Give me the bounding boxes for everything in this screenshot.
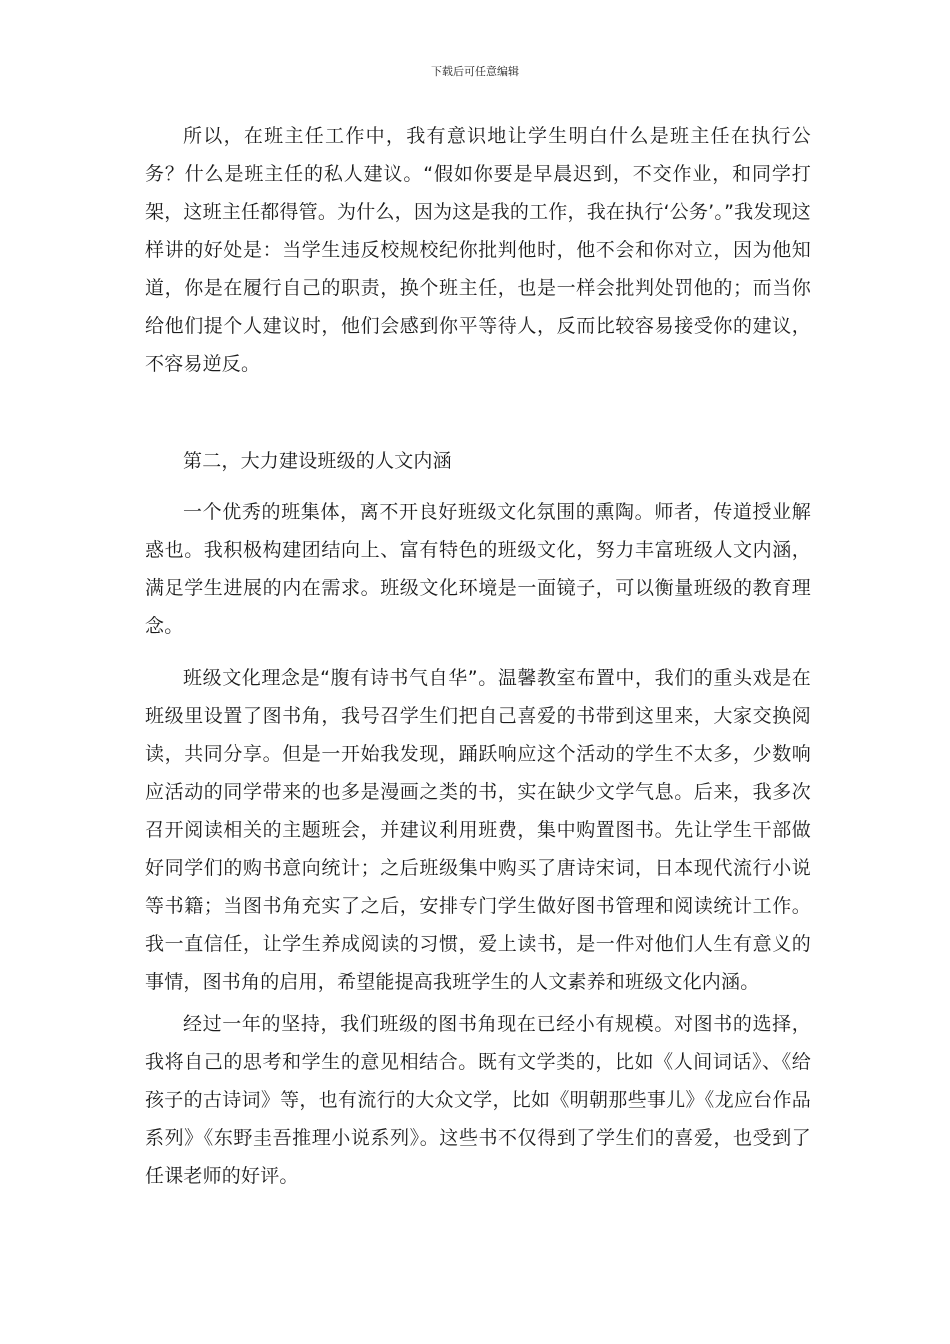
paragraph-public-duty: 所以，在班主任工作中，我有意识地让学生明白什么是班主任在执行公务？什么是班主任的私人建议。“假如你要是早晨迟到，不交作业，和同学打架，这班主任都得管。为什么，因为这是我的工作，我在执行‘公务’。”我发现这样讲的好处是：当学生违反校规校纪你批判他时，他不会和你对立，因为他知道，你是在履行自己的职责，换个班主任，也是一样会批判处罚他的；而当你给他们提个人建议时，他们会感到你平等待人，反而比较容易接受你的建议，不容易逆反。 bbox=[145, 125, 811, 375]
section-heading: 第二，大力建设班级的人文内涵 bbox=[183, 450, 452, 472]
paragraph-book-selection: 经过一年的坚持，我们班级的图书角现在已经小有规模。对图书的选择，我将自己的思考和学生的意见相结合。既有文学类的，比如《人间词话》、《给孩子的古诗词》等，也有流行的大众文学，比如《明朝那些事儿》《龙应台作品系列》《东野圭吾推理小说系列》。这些书不仅得到了学生们的喜爱，也受到了任课老师的好评。 bbox=[145, 1013, 811, 1187]
paragraph-book-corner: 班级文化理念是“腹有诗书气自华”。温馨教室布置中，我们的重头戏是在班级里设置了图书角，我号召学生们把自己喜爱的书带到这里来，大家交换阅读，共同分享。但是一开始我发现，踊跃响应这个活动的学生不太多，少数响应活动的同学带来的也多是漫画之类的书，实在缺少文学气息。后来，我多次召开阅读相关的主题班会，并建议利用班费，集中购置图书。先让学生干部做好同学们的购书意向统计；之后班级集中购买了唐诗宋词，日本现代流行小说等书籍；当图书角充实了之后，安排专门学生做好图书管理和阅读统计工作。我一直信任，让学生养成阅读的习惯，爱上读书，是一件对他们人生有意义的事情，图书角的启用，希望能提高我班学生的人文素养和班级文化内涵。 bbox=[145, 667, 811, 993]
page-header-note: 下载后可任意编辑 bbox=[431, 65, 519, 78]
paragraph-class-culture: 一个优秀的班集体，离不开良好班级文化氛围的熏陶。师者，传道授业解惑也。我积极构建团结向上、富有特色的班级文化，努力丰富班级人文内涵，满足学生进展的内在需求。班级文化环境是一面镜子，可以衡量班级的教育理念。 bbox=[145, 501, 811, 637]
